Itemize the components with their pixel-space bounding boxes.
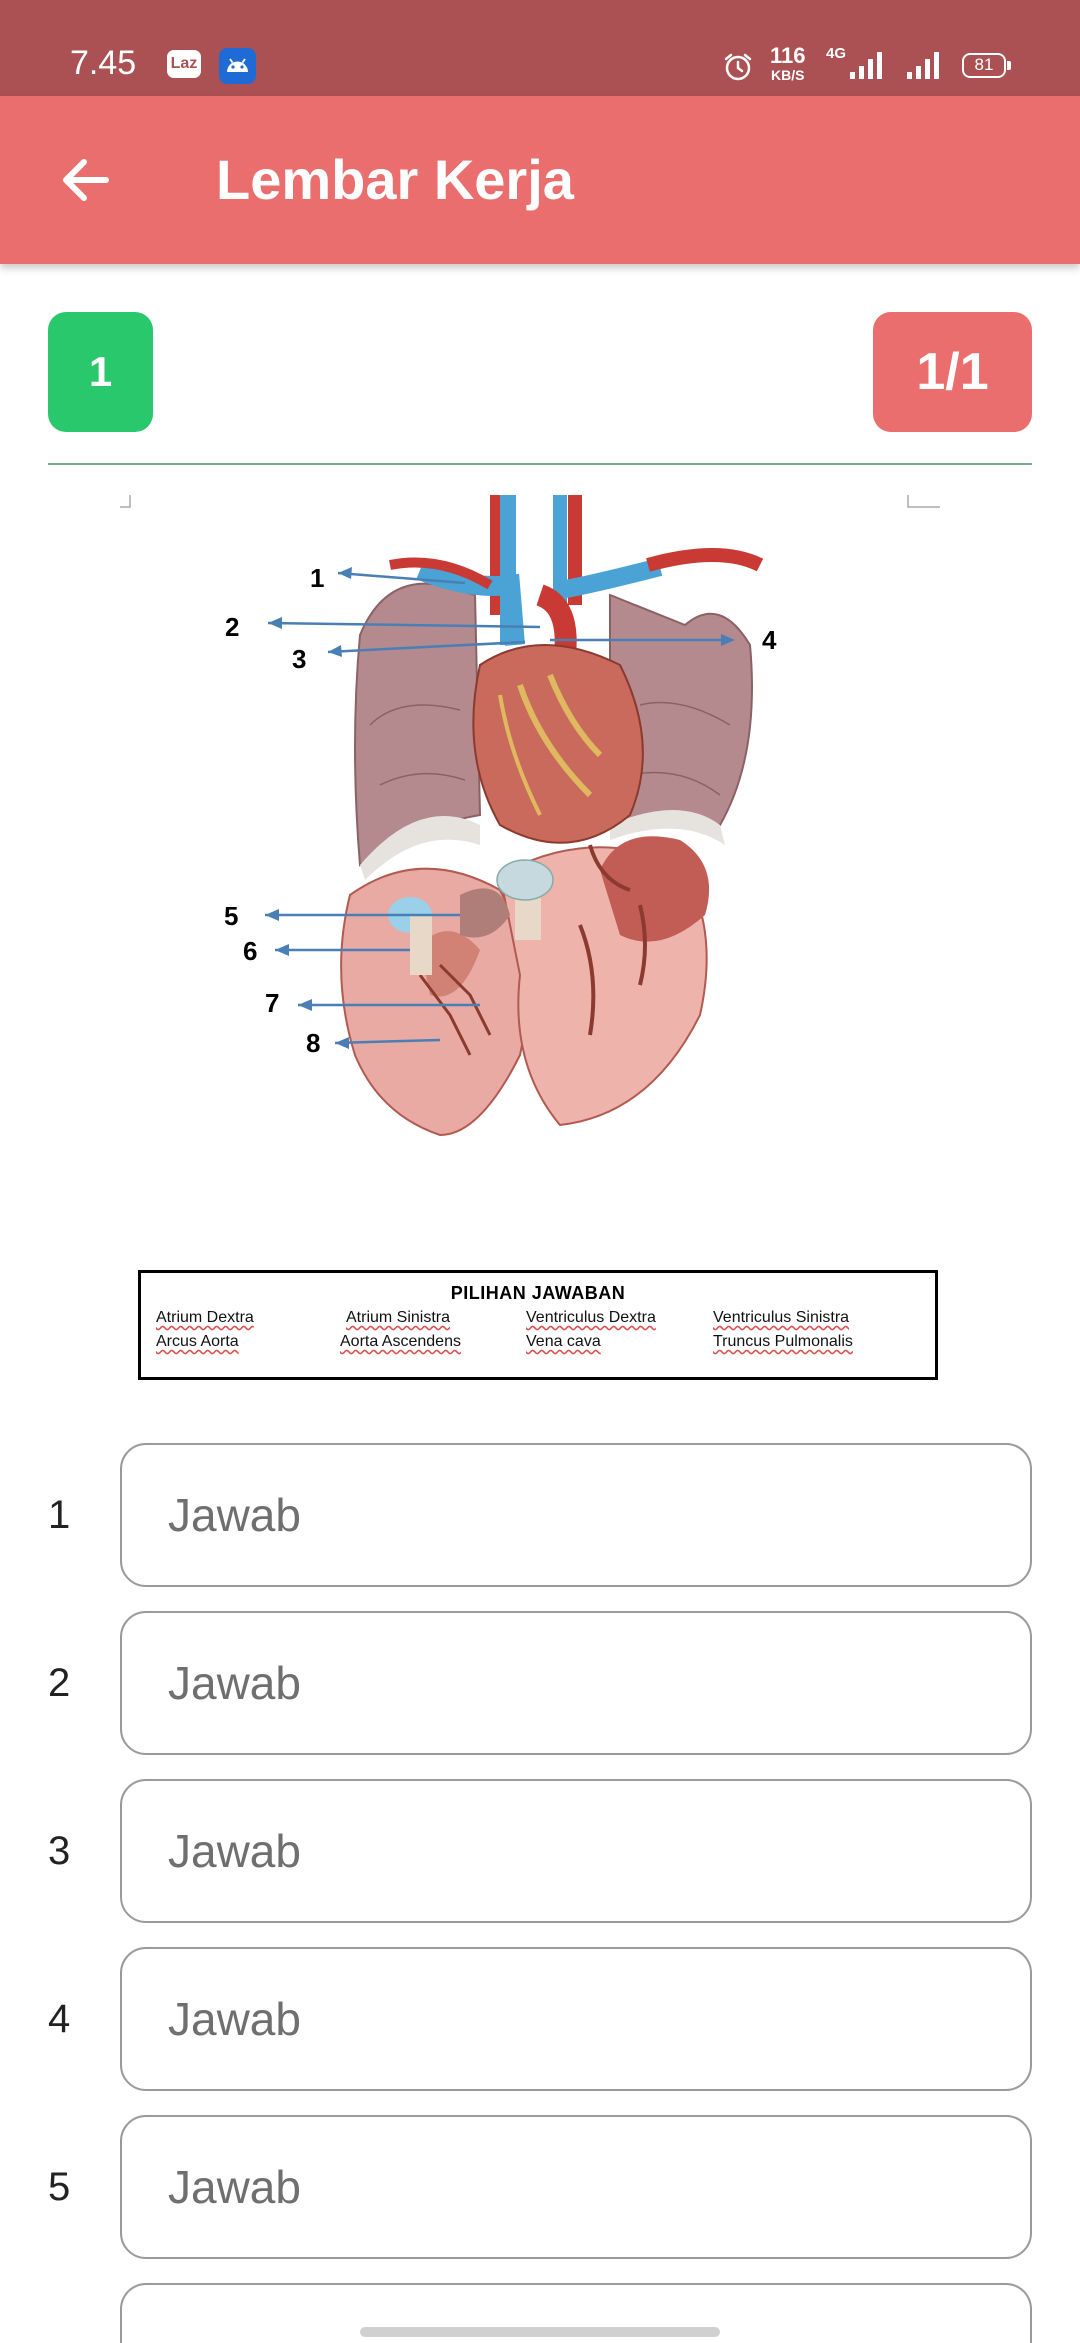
divider — [48, 463, 1032, 465]
answer-row — [0, 2115, 1080, 2259]
answer-row-number: 3 — [48, 1829, 71, 1873]
page-title: Lembar Kerja — [216, 148, 574, 211]
page-indicator-badge[interactable]: 1/1 — [873, 312, 1032, 432]
label-3: 3 — [292, 644, 307, 674]
lazada-notification-icon: Laz — [167, 50, 201, 78]
back-button[interactable] — [52, 148, 116, 212]
answer-row-number: 4 — [48, 1997, 71, 2041]
answer-input-4[interactable] — [120, 1947, 1032, 2091]
answer-row — [0, 1443, 1080, 1587]
label-7: 7 — [265, 988, 280, 1018]
answer-option: Atrium Sinistra — [346, 1309, 451, 1326]
answer-row-number: 5 — [48, 2165, 71, 2209]
answer-input-2[interactable] — [120, 1611, 1032, 1755]
answer-option: Ventriculus Dextra — [526, 1309, 656, 1326]
answer-option: Aorta Ascendens — [340, 1333, 461, 1350]
answer-option: Truncus Pulmonalis — [713, 1333, 853, 1350]
network-speed — [770, 45, 806, 82]
answer-row-number: 1 — [48, 1493, 71, 1537]
answer-row-number: 2 — [48, 1661, 71, 1705]
answer-choices-box — [138, 1270, 938, 1380]
worksheet-image — [120, 495, 960, 1395]
answer-option: Arcus Aorta — [156, 1333, 239, 1350]
battery-icon: 81 — [962, 53, 1006, 78]
label-8: 8 — [306, 1028, 321, 1058]
answer-option: Atrium Dextra — [156, 1309, 254, 1326]
network-type: 4G — [826, 45, 847, 62]
status-time: 7.45 — [70, 44, 137, 82]
alarm-icon — [722, 51, 754, 88]
label-2: 2 — [225, 612, 240, 642]
answer-input-1[interactable] — [120, 1443, 1032, 1587]
answer-input-5[interactable] — [120, 2115, 1032, 2259]
answer-row — [0, 1611, 1080, 1755]
answer-option: Vena cava — [526, 1333, 601, 1350]
label-5: 5 — [224, 901, 239, 931]
label-1: 1 — [310, 563, 325, 593]
answer-option: Ventriculus Sinistra — [713, 1309, 850, 1326]
android-notification-icon — [219, 48, 256, 84]
question-number-badge[interactable]: 1 — [48, 312, 153, 432]
answer-row — [0, 1779, 1080, 1923]
status-bar — [0, 0, 1080, 96]
answer-choices-title: PILIHAN JAWABAN — [450, 1283, 626, 1303]
label-6: 6 — [243, 936, 258, 966]
answer-row — [0, 1947, 1080, 2091]
signal-icon-secondary — [905, 50, 947, 85]
signal-icon — [848, 50, 890, 85]
label-4: 4 — [762, 625, 777, 655]
home-indicator[interactable] — [360, 2327, 720, 2337]
heart-anatomy-illustration — [120, 495, 960, 1255]
network-speed-value: 116 — [770, 43, 806, 68]
arrow-left-icon — [56, 152, 112, 208]
network-speed-unit: KB/S — [771, 67, 805, 83]
app-bar — [0, 96, 1080, 264]
answer-input-3[interactable] — [120, 1779, 1032, 1923]
